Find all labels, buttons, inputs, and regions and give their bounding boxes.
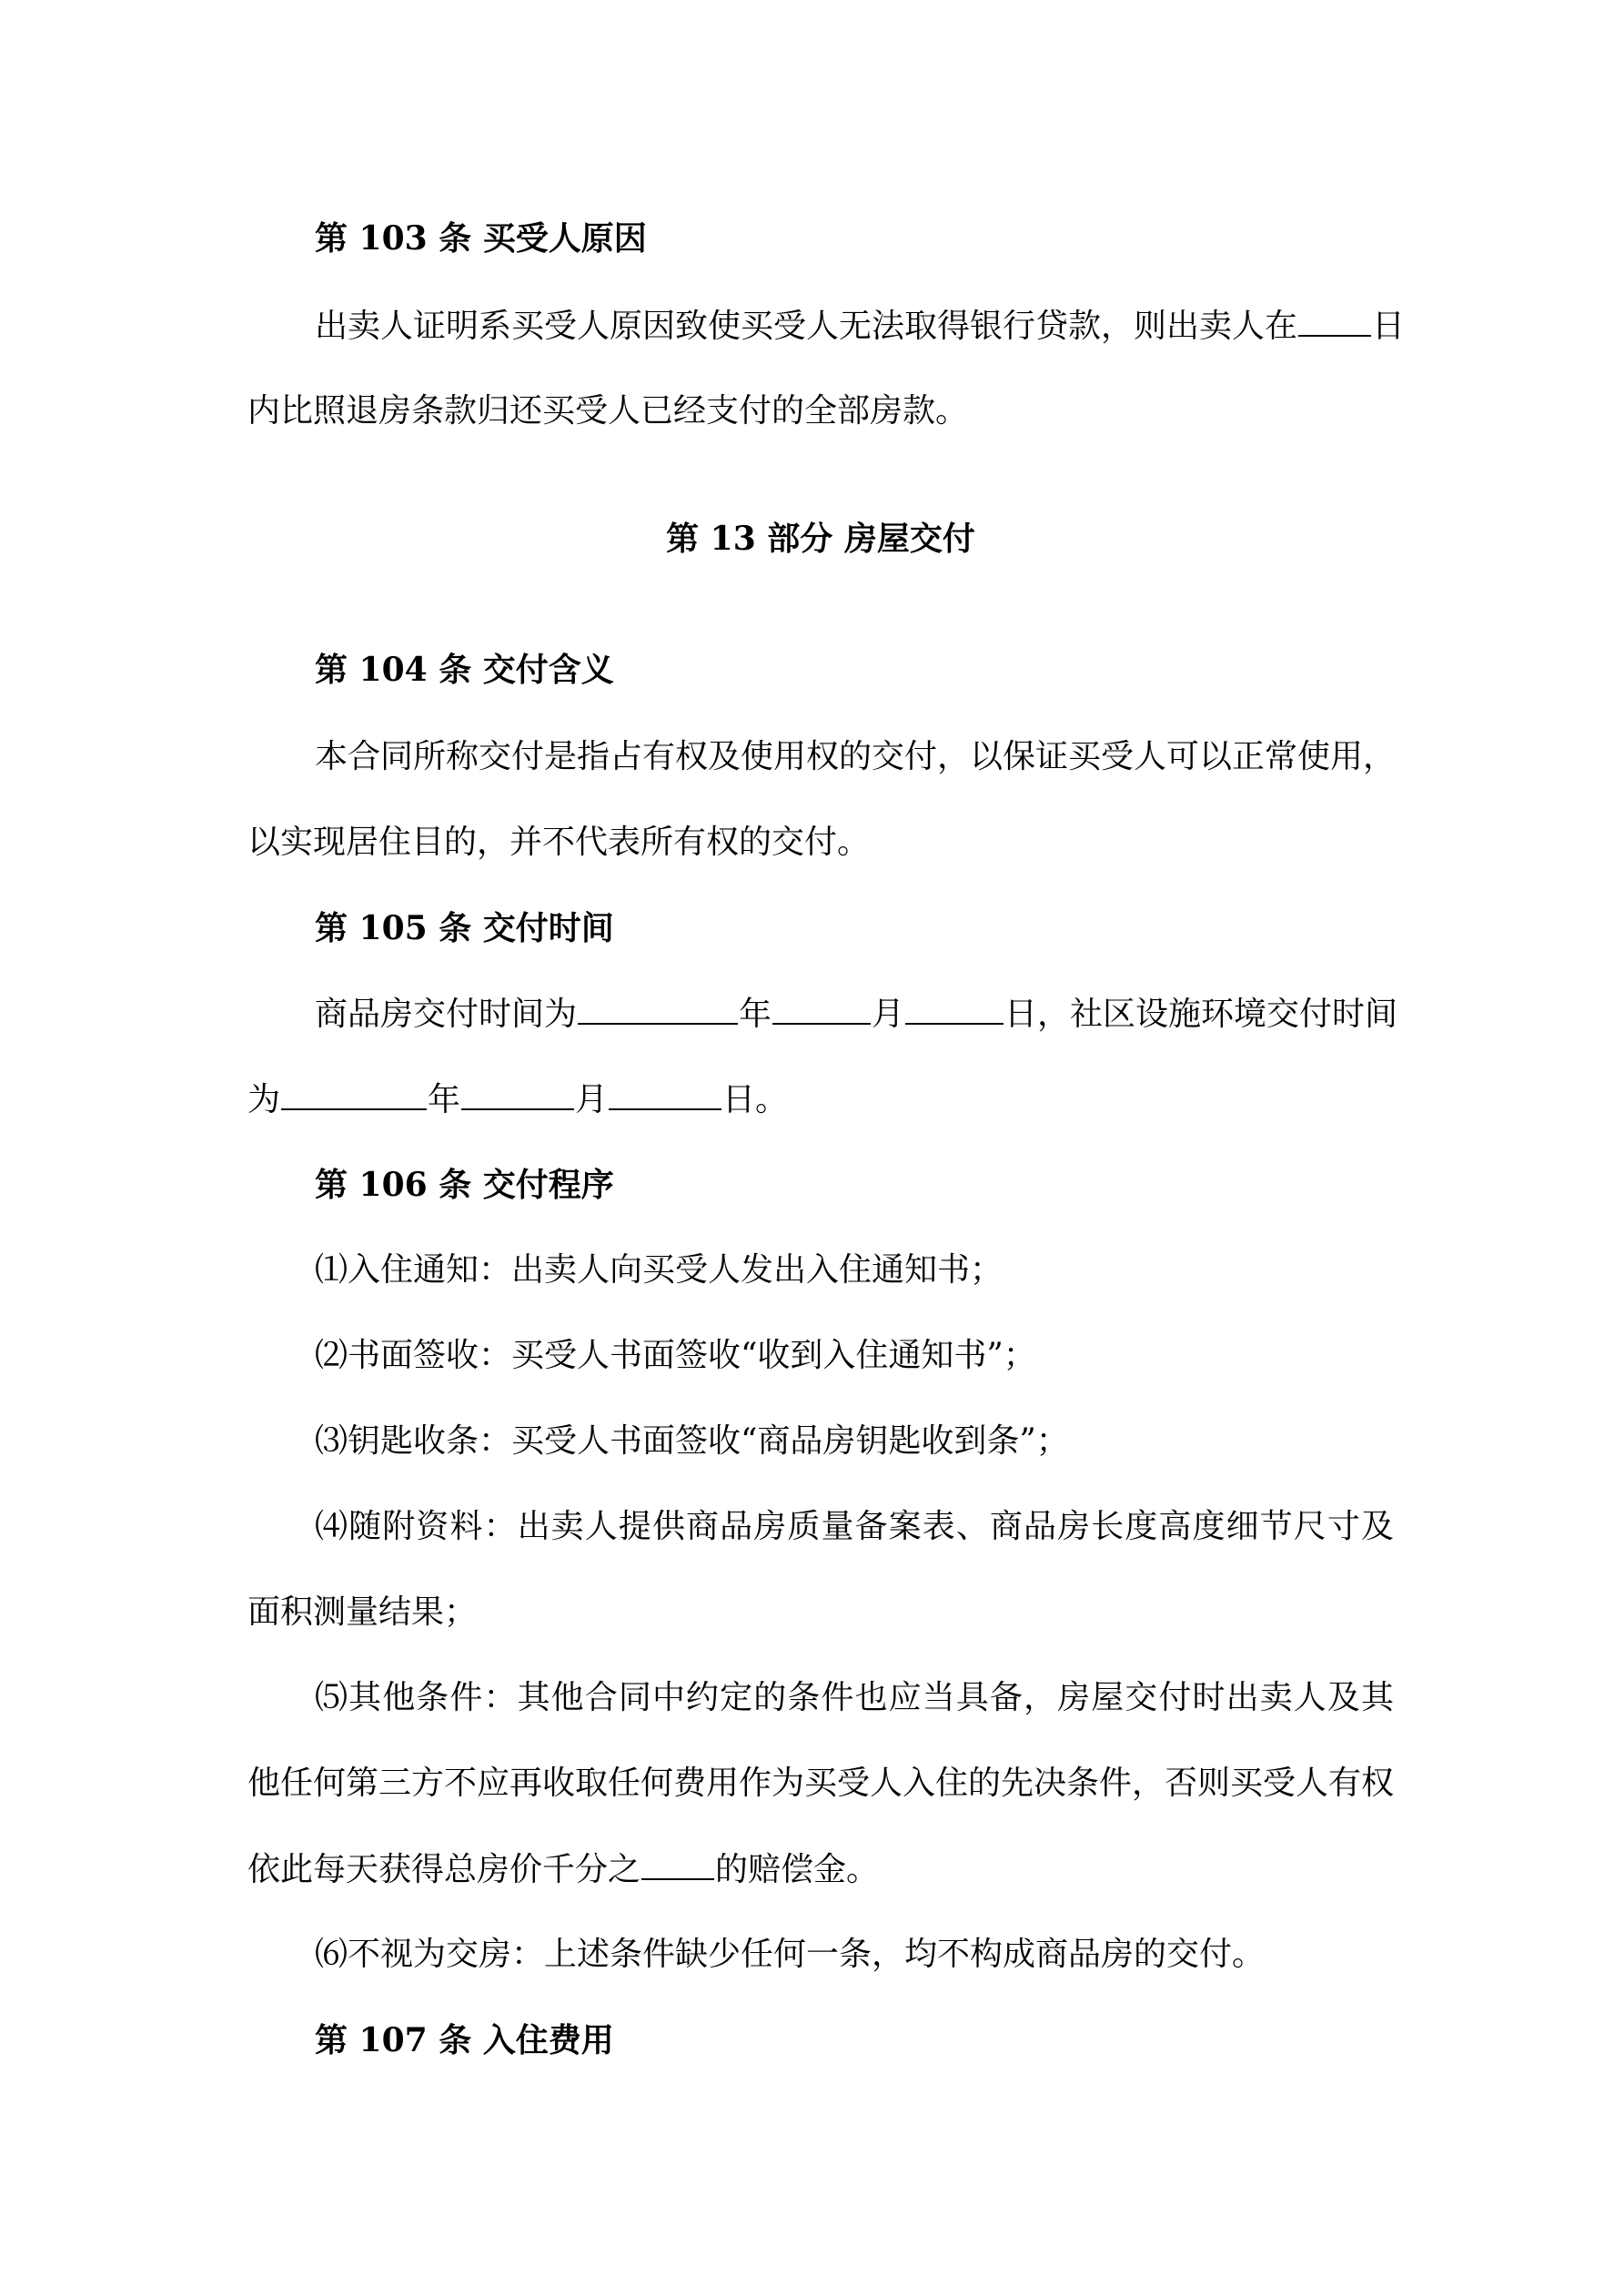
facility-year-blank [281, 1077, 427, 1110]
article-103-paragraph-line-1 [315, 304, 1406, 349]
article-106-item-5-line-1: ⑸其他条件：其他合同中约定的条件也应当具备，房屋交付时出卖人及其 [315, 1679, 1394, 1716]
article-106-item-3: ⑶钥匙收条：买受人书面签收“商品房钥匙收到条”； [315, 1422, 1069, 1460]
article-106-item-2: ⑵书面签收：买受人书面签收“收到入住通知书”； [315, 1337, 1036, 1374]
article-106-heading: 第 106 条 交付程序 [315, 1166, 614, 1204]
article-105-text-a: 商品房交付时间为 [315, 996, 578, 1033]
part-13-heading: 第 13 部分 房屋交付 [666, 520, 975, 558]
article-103-text-b: 日 [1372, 308, 1406, 345]
article-105-paragraph-line-2 [247, 1077, 1394, 1122]
article-104-heading: 第 104 条 交付含义 [315, 651, 614, 689]
facility-month-label: 月 [575, 1081, 609, 1118]
facility-day-blank [609, 1077, 721, 1110]
year-label: 年 [739, 996, 772, 1033]
article-106-item-5-text-b: 的赔偿金。 [715, 1851, 880, 1888]
article-106-item-1: ⑴入住通知：出卖人向买受人发出入住通知书； [315, 1251, 1004, 1289]
article-106-item-6: ⑹不视为交房：上述条件缺少任何一条，均不构成商品房的交付。 [315, 1936, 1266, 1973]
article-103-text-a: 出卖人证明系买受人原因致使买受人无法取得银行贷款，则出卖人在 [315, 308, 1298, 345]
article-103-paragraph-line-2: 内比照退房条款归还买受人已经支付的全部房款。 [247, 392, 969, 430]
facility-day-label: 日。 [722, 1081, 789, 1118]
article-106-item-5-text-a: 依此每天获得总房价千分之 [247, 1851, 641, 1888]
month-label: 月 [872, 996, 905, 1033]
article-105-text-b: 日，社区设施环境交付时间 [1004, 996, 1398, 1033]
facility-month-blank [461, 1077, 574, 1110]
days-blank [1298, 304, 1371, 337]
article-106-item-4-line-1: ⑷随附资料：出卖人提供商品房质量备案表、商品房长度高度细节尺寸及 [315, 1508, 1394, 1545]
article-105-paragraph-line-1 [315, 992, 1398, 1037]
per-mille-blank [641, 1847, 714, 1880]
article-105-heading: 第 105 条 交付时间 [315, 909, 614, 947]
delivery-month-blank [772, 992, 871, 1025]
article-104-paragraph-line-2: 以实现居住目的，并不代表所有权的交付。 [247, 824, 871, 861]
article-106-item-5-line-2: 他任何第三方不应再收取任何费用作为买受人入住的先决条件，否则买受人有权 [247, 1765, 1395, 1802]
article-106-item-5-line-3 [247, 1847, 1394, 1892]
article-105-line2-text: 为 [247, 1081, 281, 1118]
article-103-heading: 第 103 条 买受人原因 [315, 219, 647, 258]
delivery-year-blank [578, 992, 738, 1025]
article-107-heading: 第 107 条 入住费用 [315, 2021, 614, 2059]
facility-year-label: 年 [428, 1081, 461, 1118]
article-104-paragraph-line-1: 本合同所称交付是指占有权及使用权的交付，以保证买受人可以正常使用， [315, 738, 1397, 775]
article-106-item-4-line-2: 面积测量结果； [247, 1593, 478, 1631]
delivery-day-blank [905, 992, 1004, 1025]
